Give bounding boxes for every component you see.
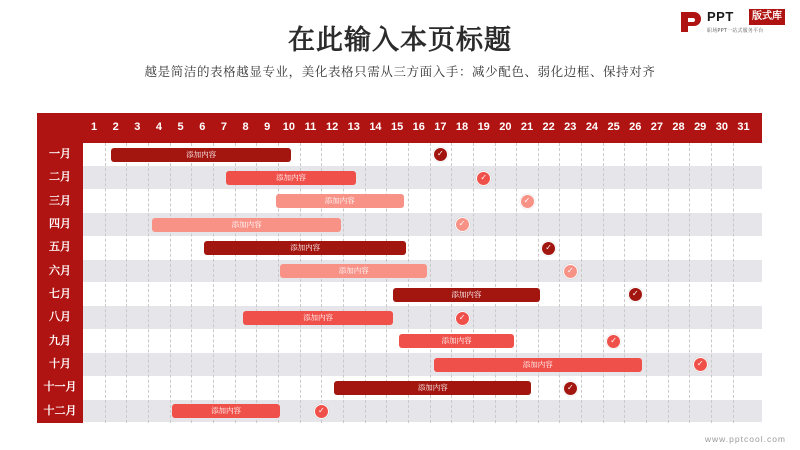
day-tick-label: 24 <box>585 121 599 133</box>
day-gridline <box>711 143 712 423</box>
task-bar[interactable] <box>243 311 392 325</box>
task-bar[interactable] <box>226 171 356 185</box>
month-label: 四月 <box>49 217 71 230</box>
day-gridline <box>538 143 539 423</box>
logo-tagline: 职场PPT一站式服务平台 <box>707 28 764 34</box>
task-bar-label: 添加内容 <box>303 313 334 322</box>
milestone-check-icon[interactable]: ✓ <box>693 357 708 372</box>
logo-brand-text: PPT <box>707 9 734 24</box>
day-tick-label: 23 <box>564 121 577 133</box>
task-bar-label: 添加内容 <box>186 149 217 159</box>
day-tick-label: 13 <box>347 121 360 133</box>
day-tick-label: 2 <box>112 121 119 133</box>
month-label: 七月 <box>49 287 71 300</box>
month-label: 十月 <box>49 357 71 370</box>
task-bar[interactable] <box>152 218 340 232</box>
month-label: 五月 <box>49 240 71 254</box>
day-gridline <box>624 143 625 423</box>
day-tick-label: 16 <box>412 121 425 133</box>
month-label: 十一月 <box>43 380 77 394</box>
milestone-check-icon[interactable]: ✓ <box>563 264 578 279</box>
row-background <box>83 353 762 376</box>
month-label: 十二月 <box>43 403 77 417</box>
month-label: 九月 <box>49 333 71 347</box>
milestone-check-icon[interactable]: ✓ <box>433 147 448 162</box>
task-bar[interactable] <box>334 381 531 395</box>
month-label: 六月 <box>49 263 71 277</box>
month-label: 一月 <box>49 147 71 160</box>
task-bar[interactable] <box>276 194 404 208</box>
day-gridline <box>235 143 236 423</box>
task-bar-label: 添加内容 <box>441 336 472 346</box>
day-tick-label: 28 <box>672 121 685 133</box>
day-tick-label: 21 <box>520 121 534 133</box>
task-bar-label: 添加内容 <box>324 196 355 206</box>
day-gridline <box>148 143 149 423</box>
day-tick-label: 19 <box>477 121 490 133</box>
milestone-check-icon[interactable]: ✓ <box>541 241 556 256</box>
day-tick-label: 3 <box>134 121 141 133</box>
task-bar-label: 添加内容 <box>290 243 321 252</box>
day-tick-label: 1 <box>90 121 98 133</box>
day-tick-label: 14 <box>369 121 382 133</box>
milestone-check-icon[interactable]: ✓ <box>606 334 621 349</box>
day-tick-label: 4 <box>155 121 162 133</box>
day-tick-label: 7 <box>220 121 227 133</box>
row-background <box>83 236 762 259</box>
milestone-check-icon[interactable]: ✓ <box>628 287 643 302</box>
day-tick-label: 17 <box>434 121 447 133</box>
page-subtitle: 越是简洁的表格越显专业，美化表格只需从三方面入手：减少配色、弱化边框、保持对齐 <box>144 64 656 79</box>
day-tick-label: 5 <box>177 121 184 133</box>
day-tick-label: 8 <box>242 121 249 133</box>
task-bar-label: 添加内容 <box>417 383 448 392</box>
day-gridline <box>256 143 257 423</box>
day-gridline <box>668 143 669 423</box>
day-gridline <box>170 143 171 423</box>
day-gridline <box>105 143 106 423</box>
row-background <box>83 190 762 213</box>
day-tick-label: 29 <box>694 121 707 133</box>
day-gridline <box>559 143 560 423</box>
task-bar[interactable] <box>393 288 540 302</box>
day-tick-label: 11 <box>304 121 317 133</box>
milestone-check-icon[interactable]: ✓ <box>476 171 491 186</box>
day-gridline <box>603 143 604 423</box>
day-gridline <box>733 143 734 423</box>
milestone-check-icon[interactable]: ✓ <box>455 217 470 232</box>
row-background <box>83 306 762 329</box>
day-gridline <box>213 143 214 423</box>
task-bar[interactable] <box>204 241 405 255</box>
milestone-check-icon[interactable]: ✓ <box>455 311 470 326</box>
day-gridline <box>646 143 647 423</box>
logo-badge: 版式库 <box>749 9 785 25</box>
task-bar[interactable] <box>172 404 280 418</box>
task-bar[interactable] <box>280 264 427 278</box>
task-bar-label: 添加内容 <box>338 266 369 276</box>
day-gridline <box>126 143 127 423</box>
day-tick-label: 31 <box>737 121 750 133</box>
day-tick-label: 10 <box>282 121 295 133</box>
day-tick-label: 30 <box>715 121 728 133</box>
day-tick-label: 27 <box>650 121 664 133</box>
watermark: www.pptcool.com <box>704 434 786 444</box>
day-gridline <box>300 143 301 423</box>
day-tick-label: 22 <box>542 121 555 133</box>
task-bar[interactable] <box>111 148 291 162</box>
task-bar[interactable] <box>399 334 514 348</box>
month-label: 二月 <box>49 170 71 184</box>
task-bar-label: 添加内容 <box>276 173 306 182</box>
day-gridline <box>581 143 582 423</box>
day-tick-label: 6 <box>199 121 206 133</box>
day-tick-label: 26 <box>629 121 642 133</box>
task-bar-label: 添加内容 <box>211 406 242 416</box>
day-tick-label: 18 <box>455 121 469 133</box>
day-gridline <box>191 143 192 423</box>
milestone-check-icon[interactable]: ✓ <box>563 381 578 396</box>
milestone-check-icon[interactable]: ✓ <box>520 194 535 209</box>
page-title: 在此输入本页标题 <box>288 25 512 56</box>
task-bar[interactable] <box>434 358 642 372</box>
day-tick-label: 20 <box>499 121 512 133</box>
row-background <box>83 166 762 189</box>
day-gridline <box>278 143 279 423</box>
day-gridline <box>321 143 322 423</box>
task-bar-label: 添加内容 <box>451 289 482 299</box>
month-label: 三月 <box>49 193 71 207</box>
task-bar-label: 添加内容 <box>522 359 553 369</box>
milestone-check-icon[interactable]: ✓ <box>314 404 329 419</box>
month-label: 八月 <box>49 310 71 324</box>
day-gridline <box>689 143 690 423</box>
day-tick-label: 9 <box>264 121 271 133</box>
task-bar-label: 添加内容 <box>231 219 262 229</box>
day-tick-label: 12 <box>326 121 339 133</box>
day-tick-label: 15 <box>390 121 404 133</box>
day-tick-label: 25 <box>607 121 620 133</box>
gantt-chart <box>37 113 762 423</box>
